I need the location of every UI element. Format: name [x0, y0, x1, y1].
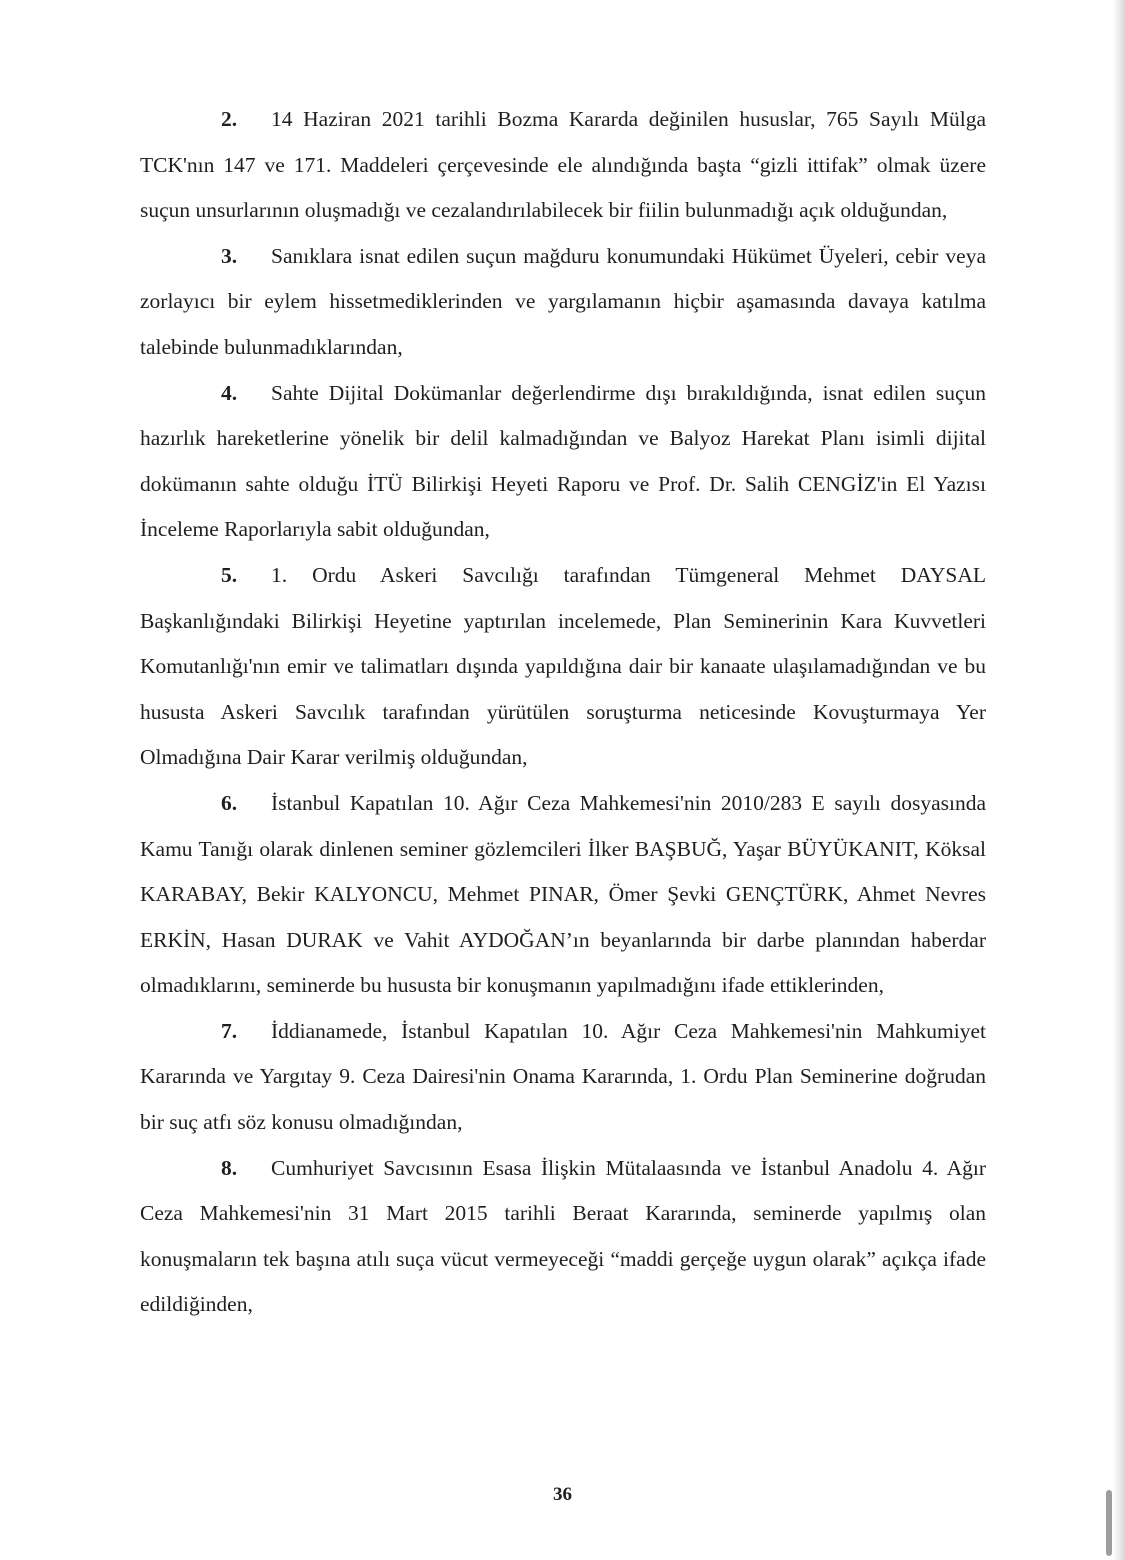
paragraph-text: 14 Haziran 2021 tarihli Bozma Kararda değinilen hususlar, 765 Sayılı Mülga TCK'nın 147 ve 171. Maddeleri çerçevesinde ele alındığında başta “gizli ittifak” olmak üzere suçun unsurlarının oluşmadığı ve cezalandırılabilecek bir fiilin bulunmadığı açık olduğundan,: [140, 107, 986, 223]
paragraph-number: 4.: [221, 380, 238, 405]
paragraph-number: 2.: [221, 107, 238, 131]
paragraph-2: [140, 97, 986, 234]
paragraph-text: İddianamede, İstanbul Kapatılan 10. Ağır Ceza Mahkemesi'nin Mahkumiyet Kararında ve Yargıtay 9. Ceza Dairesi'nin Onama Kararında, 1. Ordu Plan Seminerine doğrudan bir suç atfı söz konusu olmadığından,: [140, 1018, 986, 1135]
paragraph-6: [140, 781, 986, 1009]
document-body: [140, 97, 986, 1328]
page-number: 36: [553, 1484, 572, 1505]
paragraph-number: 7.: [221, 1018, 238, 1043]
paragraph-number: 3.: [221, 243, 238, 268]
paragraph-text: İstanbul Kapatılan 10. Ağır Ceza Mahkemesi'nin 2010/283 E sayılı dosyasında Kamu Tanığı olarak dinlenen seminer gözlemcileri İlker BAŞBUĞ, Yaşar BÜYÜKANIT, Köksal KARABAY, Bekir KALYONCU, Mehmet PINAR, Ömer Şevki GENÇTÜRK, Ahmet Nevres ERKİN, Hasan DURAK ve Vahit AYDOĞAN’ın beyanlarında bir darbe planından haberdar olmadıklarını, seminerde bu hususta bir konuşmanın yapılmadığını ifade ettiklerinden,: [140, 790, 986, 998]
paragraph-8: [140, 1146, 986, 1328]
paragraph-number: 8.: [221, 1155, 238, 1180]
page-edge-shadow: [1113, 0, 1125, 1560]
paragraph-3: [140, 234, 986, 371]
paragraph-text: 1. Ordu Askeri Savcılığı tarafından Tümgeneral Mehmet DAYSAL Başkanlığındaki Bilirkişi Heyetine yaptırılan incelemede, Plan Seminerinin Kara Kuvvetleri Komutanlığı'nın emir ve talimatları dışında yapıldığına dair bir kanaate ulaşılamadığından ve bu hususta Askeri Savcılık tarafından yürütülen soruşturma neticesinde Kovuşturmaya Yer Olmadığına Dair Karar verilmiş olduğundan,: [140, 562, 986, 770]
paragraph-text: Sahte Dijital Dokümanlar değerlendirme dışı bırakıldığında, isnat edilen suçun hazırlık hareketlerine yönelik bir delil kalmadığından ve Balyoz Harekat Planı isimli dijital dokümanın sahte olduğu İTÜ Bilirkişi Heyeti Raporu ve Prof. Dr. Salih CENGİZ'in El Yazısı İnceleme Raporlarıyla sabit olduğundan,: [140, 380, 986, 542]
paragraph-text: Cumhuriyet Savcısının Esasa İlişkin Mütalaasında ve İstanbul Anadolu 4. Ağır Ceza Mahkemesi'nin 31 Mart 2015 tarihli Beraat Kararında, seminerde yapılmış olan konuşmaların tek başına atılı suça vücut vermeyeceği “maddi gerçeğe uygun olarak” açıkça ifade edildiğinden,: [140, 1155, 986, 1317]
paragraph-number: 6.: [221, 790, 238, 815]
paragraph-text: Sanıklara isnat edilen suçun mağduru konumundaki Hükümet Üyeleri, cebir veya zorlayıcı bir eylem hissetmediklerinden ve yargılamanın hiçbir aşamasında davaya katılma talebinde bulunmadıklarından,: [140, 243, 986, 359]
paragraph-4: [140, 371, 986, 553]
paragraph-5: [140, 553, 986, 781]
paragraph-7: [140, 1009, 986, 1146]
paragraph-number: 5.: [221, 562, 238, 587]
scrollbar-thumb[interactable]: [1106, 1490, 1112, 1556]
